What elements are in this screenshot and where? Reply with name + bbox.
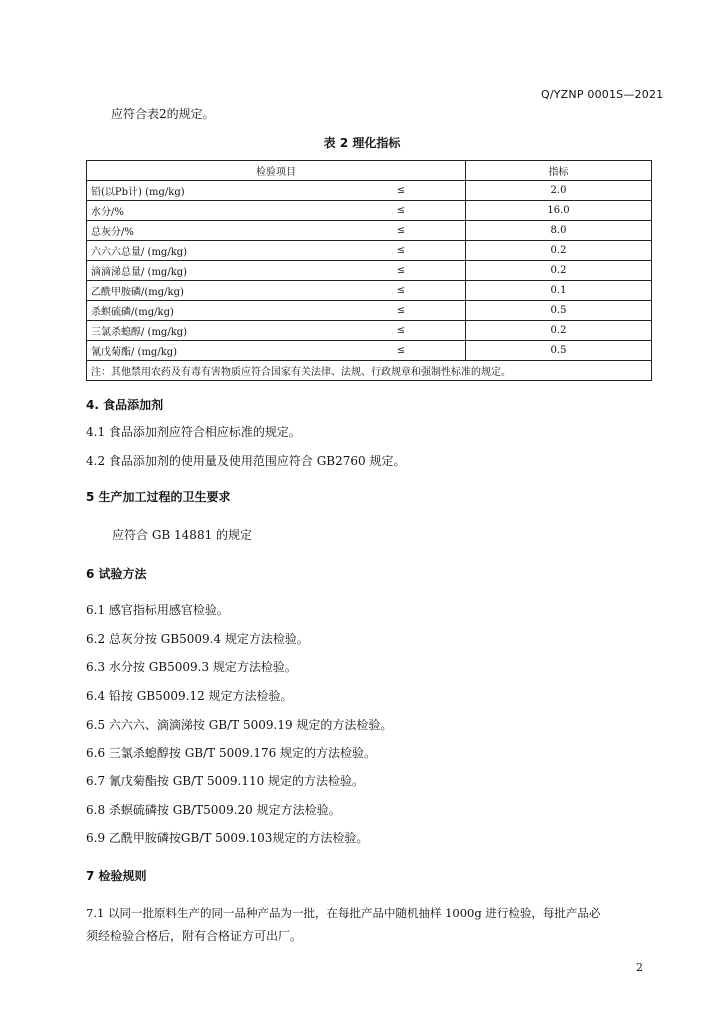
- row-item: 滴滴涕总量/ (mg/kg): [87, 261, 338, 281]
- row-symbol: ≤: [337, 181, 466, 201]
- document-code: Q/YZNP 0001S—2021: [541, 88, 664, 101]
- row-symbol: ≤: [337, 321, 466, 341]
- row-symbol: ≤: [337, 221, 466, 241]
- row-item: 铅(以Pb计) (mg/kg): [87, 181, 338, 201]
- section-6-item: 6.1 感官指标用感官检验。: [86, 603, 229, 617]
- section-6-item: 6.2 总灰分按 GB5009.4 规定方法检验。: [86, 632, 309, 646]
- section-6-item: 6.6 三氯杀螅醇按 GB/T 5009.176 规定的方法检验。: [86, 746, 377, 760]
- section-6-item: 6.4 铅按 GB5009.12 规定方法检验。: [86, 689, 293, 703]
- row-symbol: ≤: [337, 261, 466, 281]
- row-item: 总灰分/%: [87, 221, 338, 241]
- section-7-heading: 7 检验规则: [86, 869, 147, 883]
- row-value: 2.0: [466, 181, 652, 201]
- row-symbol: ≤: [337, 281, 466, 301]
- section-6-item: 6.7 氰戊菊酯按 GB/T 5009.110 规定的方法检验。: [86, 774, 365, 788]
- section-4-heading: 4. 食品添加剂: [86, 398, 164, 412]
- section-6-item: 6.8 杀螟硫磷按 GB/T5009.20 规定方法检验。: [86, 803, 341, 817]
- row-symbol: ≤: [337, 301, 466, 321]
- section-6-item: 6.5 六六六、滴滴涕按 GB/T 5009.19 规定的方法检验。: [86, 718, 393, 732]
- table-row: [87, 221, 652, 241]
- row-symbol: ≤: [337, 241, 466, 261]
- table-row: [87, 261, 652, 281]
- section-6-item: 6.3 水分按 GB5009.3 规定方法检验。: [86, 660, 297, 674]
- row-value: 8.0: [466, 221, 652, 241]
- row-value: 0.1: [466, 281, 652, 301]
- section-7-1-text-line2: 须经检验合格后，附有合格证方可出厂。: [86, 929, 303, 943]
- page-number: 2: [636, 961, 643, 974]
- section-7-1-text-line1: 7.1 以同一批原料生产的同一品种产品为一批，在每批产品中随机抽样 1000g 进行检验，每批产品必: [86, 906, 601, 920]
- table-row: [87, 201, 652, 221]
- section-5-heading: 5 生产加工过程的卫生要求: [86, 490, 231, 504]
- row-value: 0.2: [466, 261, 652, 281]
- row-item: 三氯杀螅醇/ (mg/kg): [87, 321, 338, 341]
- section-6-item: 6.9 乙酰甲胺磷按GB/T 5009.103规定的方法检验。: [86, 831, 369, 845]
- section-4-2-text: 4.2 食品添加剂的使用量及使用范围应符合 GB2760 规定。: [86, 454, 406, 468]
- table-header-row: [87, 161, 652, 181]
- table-row: [87, 301, 652, 321]
- row-item: 乙酰甲胺磷/(mg/kg): [87, 281, 338, 301]
- intro-text: 应符合表2的规定。: [111, 107, 215, 121]
- table-row: [87, 321, 652, 341]
- section-4-1-text: 4.1 食品添加剂应符合相应标准的规定。: [86, 425, 301, 439]
- col-header-item: 检验项目: [87, 161, 466, 181]
- table-row: [87, 341, 652, 361]
- section-6-heading: 6 试验方法: [86, 567, 147, 581]
- row-symbol: ≤: [337, 201, 466, 221]
- row-value: 16.0: [466, 201, 652, 221]
- table-row: [87, 181, 652, 201]
- spec-table: [86, 160, 652, 381]
- row-item: 水分/%: [87, 201, 338, 221]
- row-symbol: ≤: [337, 341, 466, 361]
- row-value: 0.2: [466, 321, 652, 341]
- table-note-row: [87, 361, 652, 381]
- row-item: 氰戊菊酯/ (mg/kg): [87, 341, 338, 361]
- section-5-text: 应符合 GB 14881 的规定: [112, 528, 253, 542]
- col-header-value: 指标: [466, 161, 652, 181]
- table-title: 表 2 理化指标: [323, 136, 401, 150]
- table-row: [87, 281, 652, 301]
- row-value: 0.2: [466, 241, 652, 261]
- row-item: 杀螟硫磷/(mg/kg): [87, 301, 338, 321]
- row-value: 0.5: [466, 301, 652, 321]
- table-row: [87, 241, 652, 261]
- table-note: 注：其他禁用农药及有毒有害物质应符合国家有关法律、法规、行政规章和强制性标准的规定。: [87, 361, 652, 381]
- row-value: 0.5: [466, 341, 652, 361]
- row-item: 六六六总量/ (mg/kg): [87, 241, 338, 261]
